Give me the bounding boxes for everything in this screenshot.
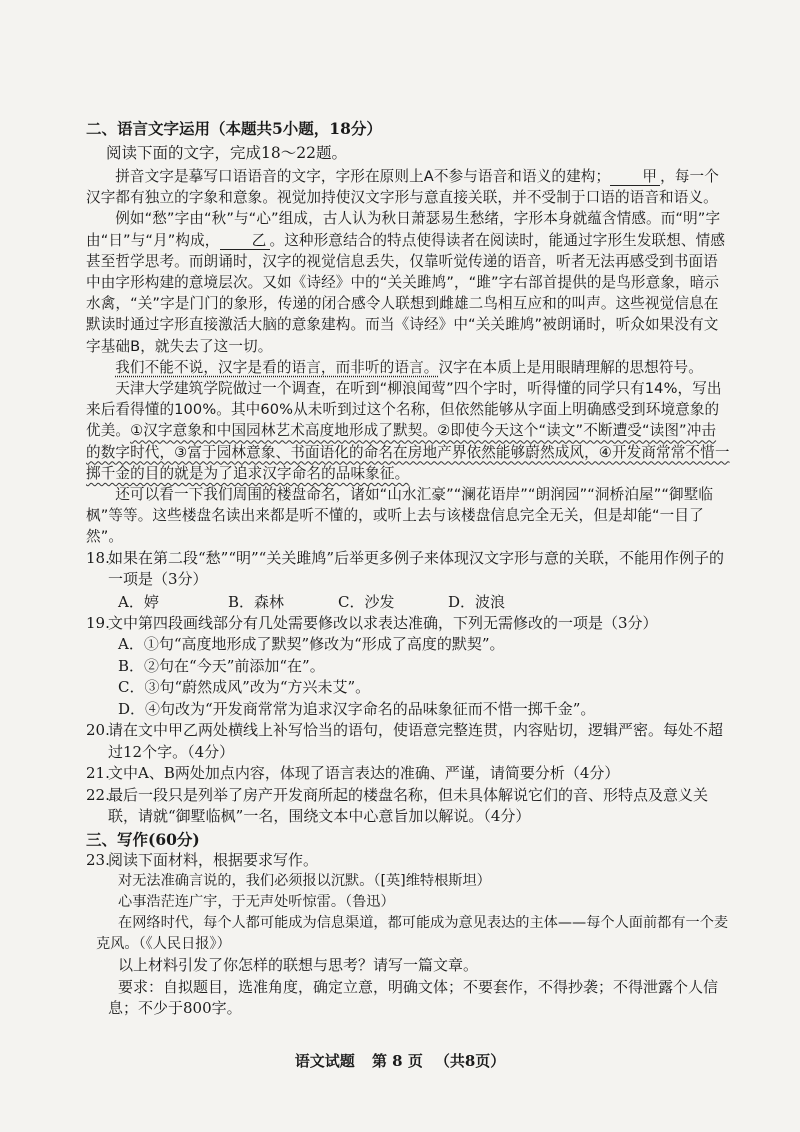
question-23 (86, 850, 730, 1020)
section-2-title: 二、语言文字运用（本题共5小题，18分） (86, 119, 382, 138)
writing-prompt: 以上材料引发了你怎样的联想与思考？请写一篇文章。 (118, 956, 479, 975)
section-2-intro: 阅读下面的文字，完成18～22题。 (106, 144, 347, 162)
q23-text: 阅读下面材料，根据要求写作。 (108, 850, 319, 869)
p3-text-b: 汉字在本质上是用眼睛理解的思想符号。 (438, 358, 703, 376)
blank-jia: 甲 (610, 169, 660, 186)
q22-number: 22. (86, 785, 110, 804)
writing-requirements: 要求：自拟题目，选准角度，确定立意，明确文体；不要套作，不得抄袭；不得泄露个人信息；不少于800字。 (108, 977, 719, 1018)
q19-number: 19. (86, 613, 110, 632)
q23-number: 23. (86, 850, 110, 869)
p1-text-a: 拼音文字是摹写口语语音的文字，字形在原则上A不参与语音和语义的建构； (115, 168, 611, 185)
p4-text-a: 天津大学建筑学院做过一个调查，在听到“柳浪闻莺”四个字时，听得懂的同学只有14%，写出来后看得懂的100%。其中60%从未听到过这个名称，但依然能够从字面上明确感受到环境意象的优美。 (86, 380, 722, 440)
question-22 (86, 785, 730, 828)
p2-text-b: 。这种形意结合的特点使得读者在阅读时，能通过字形生发联想、情感甚至哲学思考。而朗诵时，汉字的视觉信息丢失，仅靠听觉传递的语音，听者无法再感受到书面语中由字形构建的意境层次。又如《诗经》中的“关关雎鸠”，“雎”字右部首提供的是鸟形意象，暗示水禽，“关”字是门门的象形，传递的闭合感令人联想到雌雄二鸟相互应和的叫声。这些视觉信息在默读时通过字形直接激活大脑的意象建构。而当《诗经》中“关关雎鸠”被朗诵时，听众如果没有文字基础B，就失去了这一切。 (86, 231, 726, 355)
q19-text: 文中第四段画线部分有几处需要修改以求表达准确，下列无需修改的一项是（3分） (108, 613, 658, 632)
q18-option-c: C．沙发 (338, 592, 395, 611)
q20-number: 20. (86, 721, 110, 740)
passage-paragraph-4 (86, 378, 730, 484)
q18-option-a: A．婷 (118, 592, 159, 611)
q19-option-b: B．②句在“今天”前添加“在”。 (118, 656, 325, 675)
blank-yi: 乙 (220, 233, 270, 250)
reading-passage (86, 166, 730, 548)
material-quote-3: 在网络时代，每个人都可能成为信息渠道，都可能成为意见表达的主体——每个人面前都有一个麦克风。（《人民日报》） (96, 915, 729, 953)
question-19 (86, 613, 730, 721)
q18-option-b: B．森林 (228, 592, 285, 611)
q18-text: 如果在第二段“愁”“明”“关关雎鸠”后举更多例子来体现汉文字形与意的关联，不能用作例子的一项是（3分） (108, 548, 725, 589)
question-21 (86, 763, 730, 785)
underlined-sentences: ①汉字意象和中国园林艺术高度地形成了默契。②即使今天这个“读文”不断遭受“读图”冲击的数字时代，③富于园林意象、书面语化的命名在房地产界依然能够蔚然成风，④开发商常常不惜一掷千金的目的就是为了追求汉字命名的品味象征。 (86, 422, 730, 482)
footer-subject: 语文试题 (294, 1052, 355, 1070)
p1-text-b: ，每一个汉字都有独立的字象和意象。视觉加持使汉文字形与意直接关联，并不受制于口语的语音和语义。 (86, 168, 719, 207)
q18-option-d: D．波浪 (448, 592, 506, 611)
footer-page-number: 第 8 页 (371, 1052, 423, 1070)
q19-option-a: A．①句“高度地形成了默契”修改为“形成了高度的默契”。 (118, 635, 505, 654)
question-20 (86, 720, 730, 763)
q18-options (118, 591, 730, 613)
q22-text: 最后一段只是列举了房产开发商所起的楼盘名称，但未具体解说它们的音、形特点及意义关联，请就“御墅临枫”一名，围绕文本中心意旨加以解说。（4分） (108, 785, 709, 826)
q21-number: 21. (86, 764, 110, 783)
q19-option-d: D．④句改为“开发商常常为追求汉字命名的品味象征而不惜一掷千金”。 (118, 699, 596, 718)
footer-page-total: （共8页） (434, 1052, 506, 1070)
q18-number: 18. (86, 548, 110, 567)
page-footer (0, 1050, 800, 1071)
passage-paragraph-1 (86, 166, 730, 208)
material-quote-1: 对无法准确言说的，我们必须报以沉默。（[英]维特根斯坦） (118, 873, 491, 890)
p2-text-a: 例如“愁”字由“秋”与“心”组成，古人认为秋日萧瑟易生愁绪，字形本身就蕴含情感。而“明”字由“日”与“月”构成， (86, 210, 721, 249)
q21-text: 文中A、B两处加点内容，体现了语言表达的准确、严谨，请简要分析（4分） (108, 764, 620, 783)
material-quote-2: 心事浩茫连广宇，于无声处听惊雷。（鲁迅） (118, 894, 395, 911)
passage-paragraph-3 (86, 357, 730, 378)
q20-text: 请在文中甲乙两处横线上补写恰当的语句，使语意完整连贯，内容贴切，逻辑严密。每处不超过12个字。（4分） (108, 721, 724, 761)
q19-option-c: C．③句“蔚然成风”改为“方兴未艾”。 (118, 678, 371, 697)
question-18 (86, 548, 730, 613)
passage-paragraph-2 (86, 208, 730, 356)
passage-paragraph-5: 还可以看一下我们周围的楼盘命名，诸如“山水汇豪”“澜花语岸”“朗润园”“洞桥泊屋”“御墅临枫”等等。这些楼盘名读出来都是听不懂的，或听上去与该楼盘信息完全无关，但是却能“一目了然”。 (86, 486, 714, 546)
dotted-emphasis-text: 我们不能不说，汉字是看的语言，而非听的语言。 (115, 358, 439, 376)
section-3-title: 三、写作(60分) (86, 829, 200, 849)
